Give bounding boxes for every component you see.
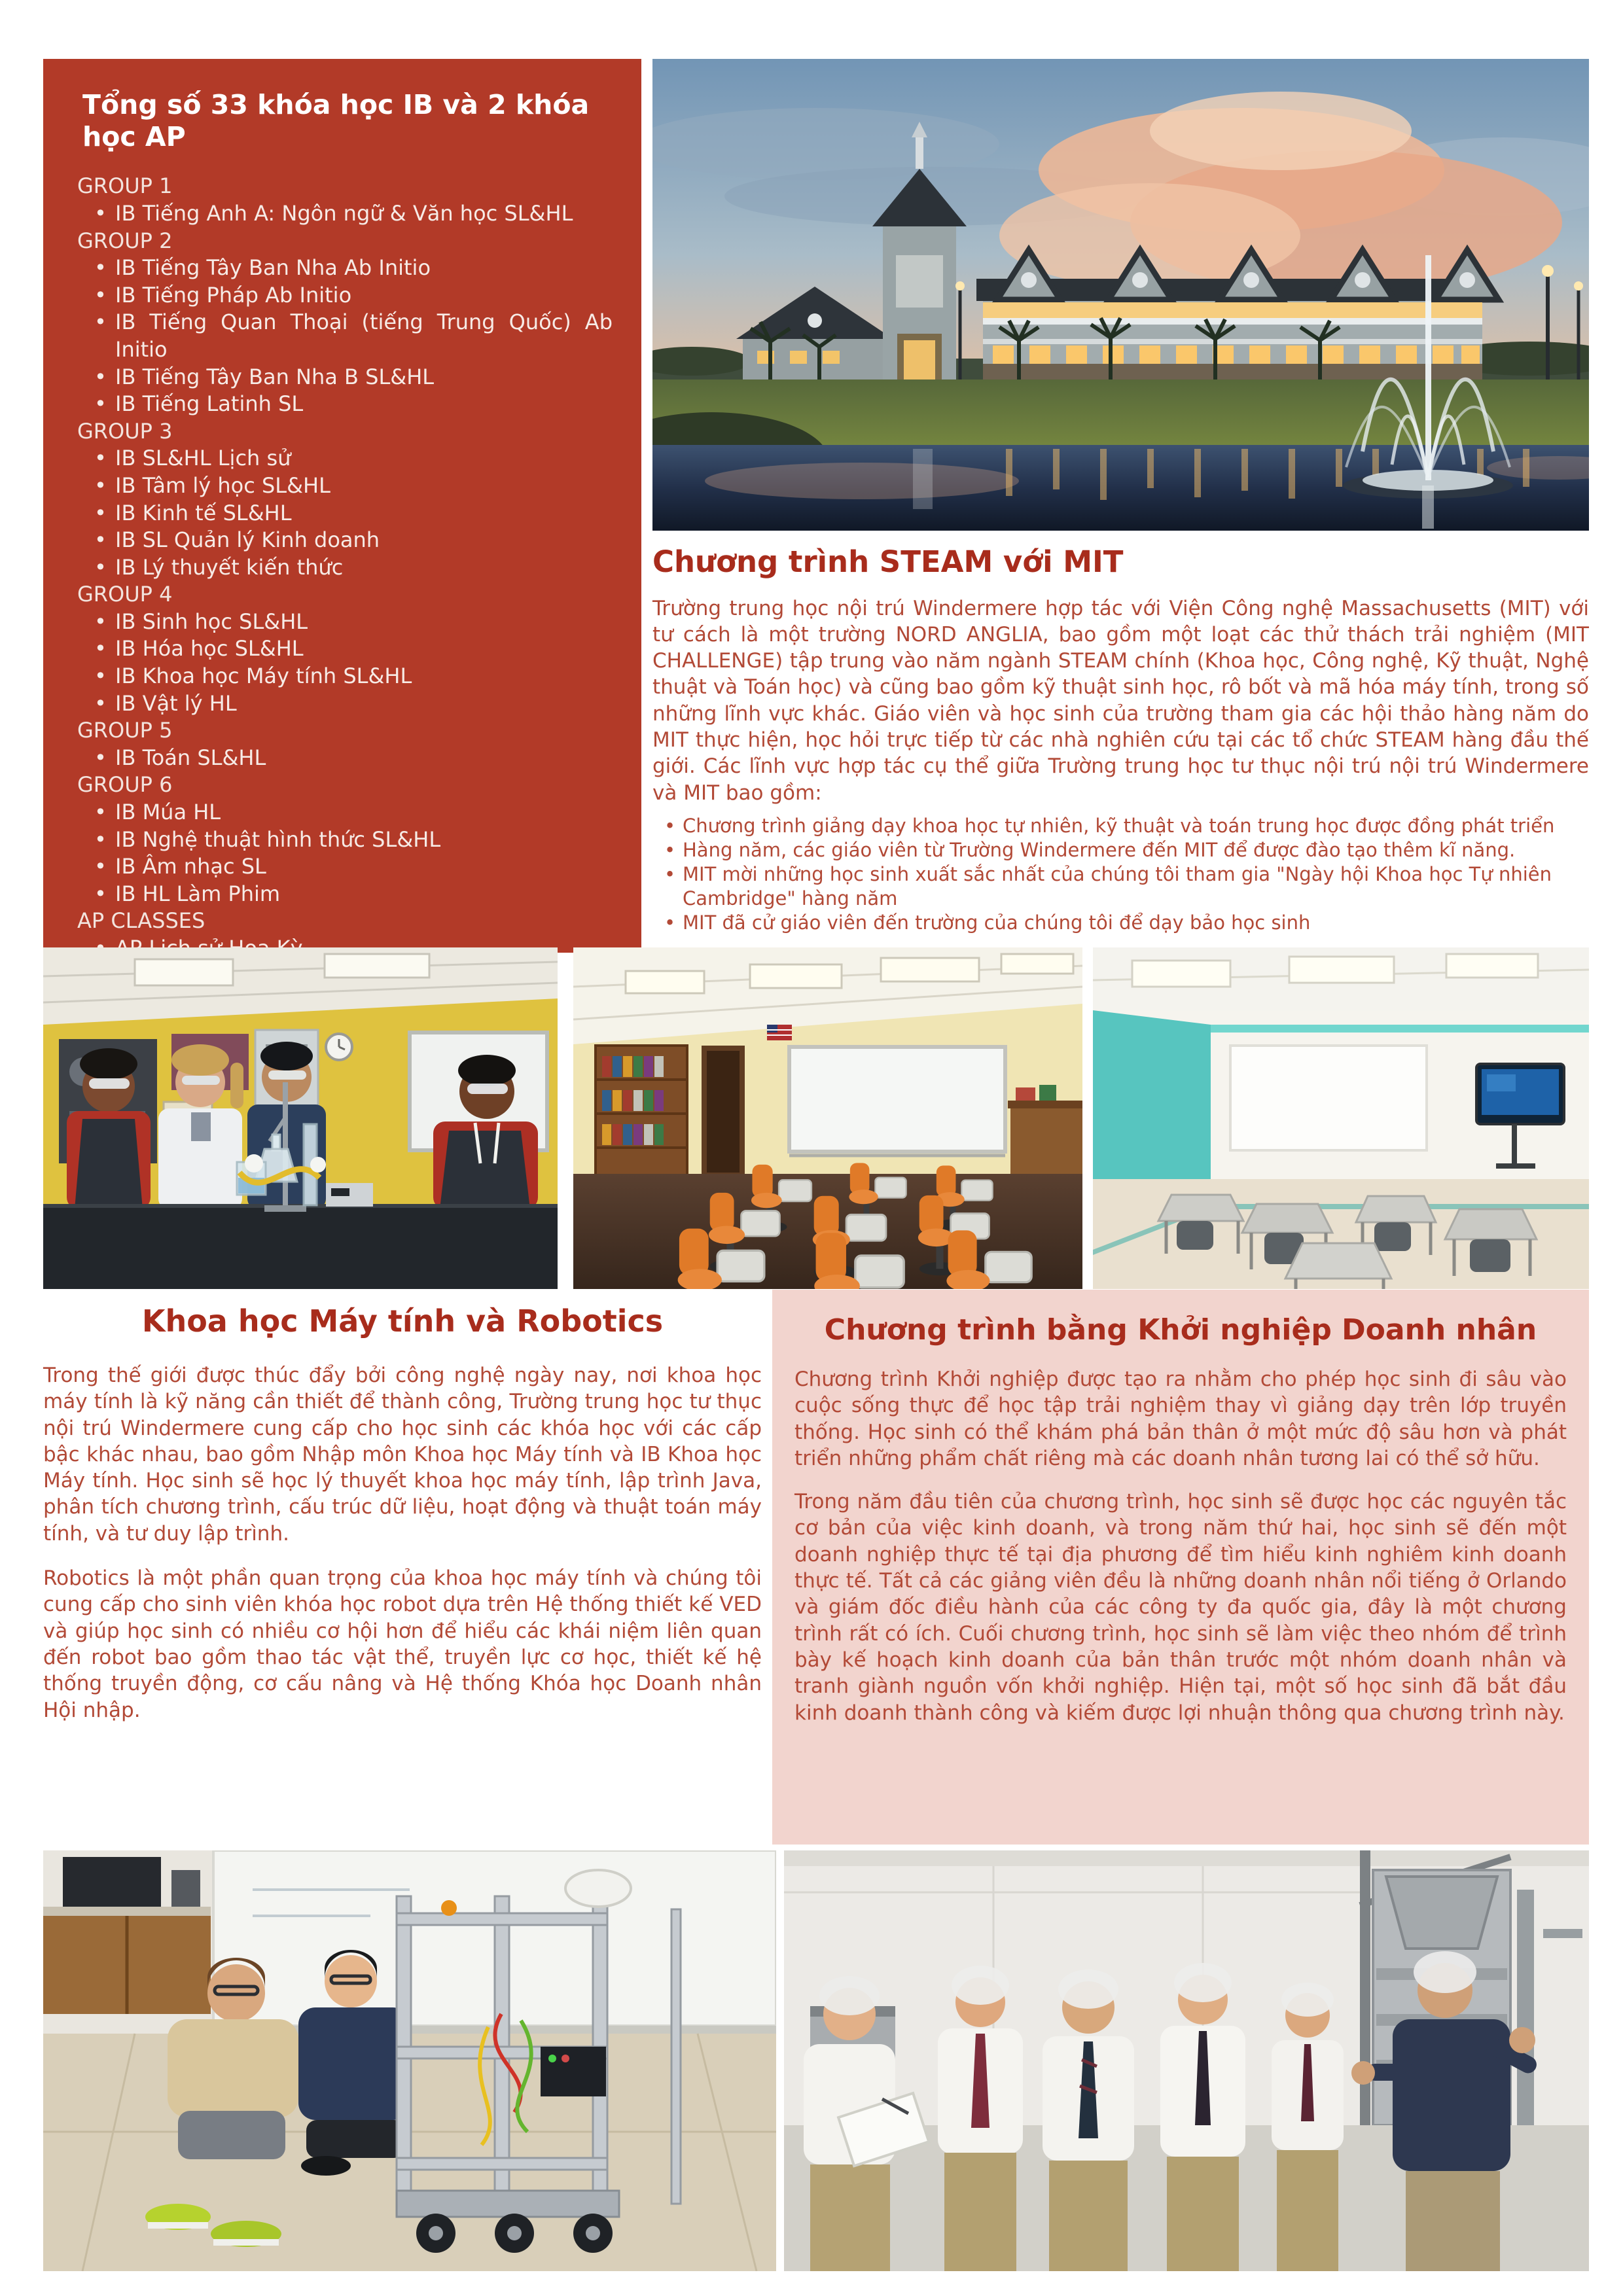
photo-classroom-orange-chairs <box>573 947 1082 1289</box>
cabinet-counter <box>43 1857 211 2014</box>
steam-bullet: • Hàng năm, các giáo viên từ Trường Windermere đến MIT để được đào tạo thêm kĩ năng. <box>652 838 1589 862</box>
factory-visit-illustration <box>784 1850 1589 2271</box>
course-group-label: GROUP 2 <box>77 228 173 253</box>
course-group-label: GROUP 5 <box>77 718 173 743</box>
course-item: • IB SL&HL Lịch sử <box>77 445 613 472</box>
course-item-list <box>77 745 613 772</box>
steam-bullet: • MIT đã cử giáo viên đến trường của chúng tôi để dạy bảo học sinh <box>652 911 1589 935</box>
course-item: • IB Tiếng Latinh SL <box>77 391 613 418</box>
cs-title: Khoa học Máy tính và Robotics <box>141 1303 664 1339</box>
course-item: • IB Vật lý HL <box>77 690 613 718</box>
course-item-list <box>77 200 613 228</box>
robotics-illustration <box>43 1850 776 2271</box>
course-group-label: AP CLASSES <box>77 908 205 934</box>
entrepreneur-paragraph: Chương trình Khởi nghiệp được tạo ra nhằm cho phép học sinh đi sâu vào cuộc sống thực để học tập trải nghiệm thay vì giảng dạy trên lớp truyền thống. Học sinh có thể khám phá bản thân ở một mức độ sâu hơn và phát triển những phẩm chất riêng mà các doanh nhân tương lai có thể sở hữu. <box>794 1368 1567 1470</box>
teal-classroom-illustration <box>1093 947 1589 1289</box>
course-item: • IB Hóa học SL&HL <box>77 635 613 663</box>
course-group <box>77 418 613 582</box>
course-item: • IB Tiếng Pháp Ab Initio <box>77 282 613 309</box>
course-item-list <box>77 799 613 908</box>
bookshelf <box>596 1046 687 1183</box>
hero-photo-illustration <box>652 59 1589 531</box>
steam-paragraph: Trường trung học nội trú Windermere hợp tác với Viện Công nghệ Massachusetts (MIT) với tư cách là một trường NORD ANGLIA, bao gồm một loạt các thử thách trải nghiệm (MIT CHALLENGE) tập trung vào năm ngành STEAM chính (Khoa học, Công nghệ, Kỹ thuật, Nghệ thuật và Toán học) và cũng bao gồm kỹ thuật sinh học, rô bốt và mã hóa máy tính, trong số những lĩnh vực khác. Giáo viên và học sinh của trường tham gia các hội thảo hàng năm do MIT thực hiện, học hỏi trực tiếp từ các nhà nghiên cứu tại các tổ chức STEAM hàng đầu thế giới. Các lĩnh vực hợp tác cụ thể giữa Trường trung học tư thục nội trú nội trú Windermere và MIT bao gồm: <box>652 596 1589 805</box>
course-item: • IB Toán SL&HL <box>77 745 613 772</box>
course-box-title: Tổng số 33 khóa học IB và 2 khóa học AP <box>82 89 590 153</box>
course-item: • IB HL Làm Phim <box>77 881 613 908</box>
steam-bullet: • MIT mời những học sinh xuất sắc nhất của chúng tôi tham gia "Ngày hội Khoa học Tự nhiên Cambridge" hàng năm <box>652 862 1589 911</box>
hero-photo-campus-dusk <box>652 59 1589 531</box>
course-group-label: GROUP 1 <box>77 173 173 199</box>
photo-factory-visit <box>784 1850 1589 2271</box>
steam-section <box>652 546 1589 935</box>
course-item: • IB Tiếng Anh A: Ngôn ngữ & Văn học SL&HL <box>77 200 613 228</box>
cs-section <box>43 1303 762 1742</box>
photo-classroom-teal-wall <box>1093 947 1589 1289</box>
course-item: • IB Sinh học SL&HL <box>77 609 613 636</box>
course-group-label: GROUP 4 <box>77 582 173 607</box>
course-group-label: GROUP 3 <box>77 418 173 444</box>
course-item: • IB SL Quản lý Kinh doanh <box>77 527 613 554</box>
cs-paragraphs <box>43 1362 762 1723</box>
course-item: • IB Kinh tế SL&HL <box>77 500 613 527</box>
entrepreneur-section <box>772 1290 1589 1845</box>
whiteboard <box>1230 1046 1427 1150</box>
whiteboard <box>789 1047 1005 1152</box>
photo-robotics-build <box>43 1850 776 2271</box>
science-lab-illustration <box>43 947 558 1289</box>
course-item: • IB Tiếng Quan Thoại (tiếng Trung Quốc) Ab Initio <box>77 309 613 363</box>
entrepreneur-title: Chương trình bằng Khởi nghiệp Doanh nhân <box>824 1313 1537 1347</box>
lab-bench <box>43 1208 558 1289</box>
course-group <box>77 173 613 227</box>
course-item: • IB Tiếng Tây Ban Nha Ab Initio <box>77 255 613 282</box>
course-group-label: GROUP 6 <box>77 772 173 798</box>
course-item-list <box>77 255 613 418</box>
course-item-list <box>77 609 613 717</box>
steam-bullet: • Chương trình giảng dạy khoa học tự nhiên, kỹ thuật và toán trung học được đồng phát triển <box>652 814 1589 838</box>
course-group <box>77 228 613 418</box>
course-item: • IB Tiếng Tây Ban Nha B SL&HL <box>77 364 613 391</box>
course-item-list <box>77 445 613 581</box>
cs-paragraph: Robotics là một phần quan trọng của khoa học máy tính và chúng tôi cung cấp cho sinh viên khóa học robot dựa trên Hệ thống thiết kế VED và giúp học sinh có nhiều cơ hội hơn để hiểu các khái niệm liên quan đến robot bao gồm thao tác vật thể, truyền lực cơ học, thiết kế hệ thống truyền động, cơ cấu nâng và Hệ thống Khóa học Doanh nhân Hội nhập. <box>43 1566 762 1722</box>
entrepreneur-paragraph: Trong năm đầu tiên của chương trình, học sinh sẽ được học các nguyên tắc cơ bản của việc kinh doanh, và trong năm thứ hai, học sinh sẽ đến một doanh nghiệp thực tế tại địa phương để tìm hiểu kinh nghiêm kinh doanh thực tế. Tất cả các giảng viên đều là những doanh nhân nổi tiếng ở Orlando và giám đốc điều hành của các công ty đa quốc gia, đây là một chương trình rất có ích. Cuối chương trình, học sinh sẽ làm việc theo nhóm để trình bày kế hoạch kinh doanh của bản thân trước một nhóm doanh nhân và tranh giành nguồn vốn khởi nghiệp. Hiện tại, một số học sinh đã bắt đầu kinh doanh thành công và kiếm được lợi nhuận thông qua chương trình này. <box>794 1490 1567 1725</box>
course-item: • IB Nghệ thuật hình thức SL&HL <box>77 826 613 854</box>
orange-classroom-illustration <box>573 947 1082 1289</box>
photo-science-lab <box>43 947 558 1289</box>
entrepreneur-paragraphs <box>794 1366 1567 1726</box>
course-item: • IB Múa HL <box>77 799 613 826</box>
course-box <box>43 59 641 953</box>
course-item: • IB Lý thuyết kiến thức <box>77 554 613 582</box>
course-list <box>77 173 613 989</box>
cs-paragraph: Trong thế giới được thúc đẩy bởi công nghệ ngày nay, nơi khoa học máy tính là kỹ năng cần thiết để thành công, Trường trung học tư thục nội trú Windermere cung cấp cho học sinh các khóa học với các cấp bậc khác nhau, bao gồm Nhập môn Khoa học Máy tính và IB Khoa học Máy tính. Học sinh sẽ học lý thuyết khoa học máy tính, lập trình Java, phân tích chương trình, cấu trúc dữ liệu, hoạt động và thuật toán máy tính, và tư duy lập trình. <box>43 1364 762 1545</box>
steam-bullet-list <box>652 814 1589 936</box>
us-flag <box>767 1025 792 1040</box>
course-item: • IB Khoa học Máy tính SL&HL <box>77 663 613 690</box>
course-group <box>77 771 613 908</box>
course-group <box>77 717 613 771</box>
course-item: • IB Âm nhạc SL <box>77 853 613 881</box>
course-item: • IB Tâm lý học SL&HL <box>77 472 613 500</box>
course-group <box>77 581 613 717</box>
steam-title: Chương trình STEAM với MIT <box>652 544 1124 579</box>
